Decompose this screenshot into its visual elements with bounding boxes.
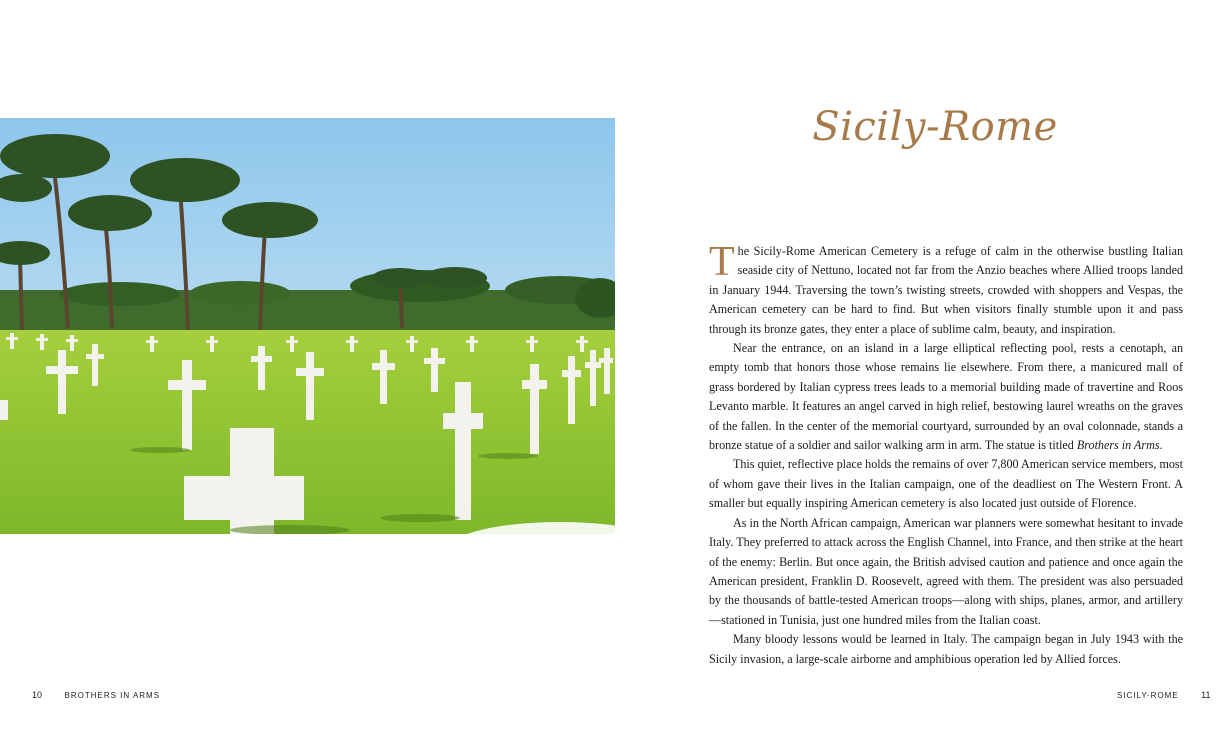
paragraph-2-end: . [1159,438,1163,453]
right-running-head: SICILY-ROME [1117,691,1179,700]
cemetery-photo-illustration [0,118,615,534]
paragraph-4: As in the North African campaign, American war planners were somewhat hesitant to invade Italy. They preferred to attack across the English Channel, into France, and then strike at the heart of the enemy: Berlin. But once again, the British advised caution and patience and once again the American president, Franklin D. Roosevelt, agreed with them. The president was also persuaded by the thousands of battle-tested American troops—along with ships, planes, armor, and artillery—stationed in Tunisia, just one hundred miles from the Italian coast. [709,515,1183,627]
statue-title: Brothers in Arms [1076,438,1160,453]
right-page [615,0,1230,738]
left-folio [32,690,160,700]
drop-cap: T [709,239,735,285]
paragraph-5: Many bloody lessons would be learned in Italy. The campaign began in July 1943 with the Sicily invasion, a large-scale airborne and amphibious operation led by Allied forces. [709,632,1183,666]
paragraph-2-lead: Near the entrance, on an island in a large elliptical reflecting pool, rests a cenotaph, an empty tomb that honors those whose remains lie elsewhere. From there, a manicured mall of grass bordered by Italian cypress trees leads to a memorial building made of travertine and Roos Levanto marble. It features an angel carved in high relief, bestowing laurel wreaths on the graves of the fallen. In the center of the memorial courtyard, surrounded by an oval colonnade, stands a bronze statue of a soldier and sailor walking arm in arm. The statue is titled [709,341,1183,453]
left-running-head: BROTHERS IN ARMS [64,691,161,700]
paragraph-1-text: he Sicily-Rome American Cemetery is a refuge of calm in the otherwise bustling Italian seaside city of Nettuno, located not far from the Anzio beaches where Allied troops landed in January 1944. Traversing the town’s twisting streets, crowded with shoppers and Vespas, the American cemetery can be hard to find. But when visitors finally stumble upon it and pass through its bronze gates, they enter a place of sublime calm, beauty, and inspiration. [709,244,1183,336]
right-folio [1117,690,1211,700]
chapter-title: Sicily-Rome [812,104,1058,150]
left-page-number: 10 [32,690,43,700]
cemetery-photo [0,118,615,534]
paragraph-2 [709,339,1183,455]
paragraph-1 [709,239,1183,339]
paragraph-3: This quiet, reflective place holds the remains of over 7,800 American service members, most of whom gave their lives in the Italian campaign, one of the deadliest on The Western Front. A smaller but equally inspiring American cemetery is also located just outside of Florence. [709,457,1183,511]
body-text [709,239,1183,669]
right-page-number: 11 [1201,690,1211,700]
